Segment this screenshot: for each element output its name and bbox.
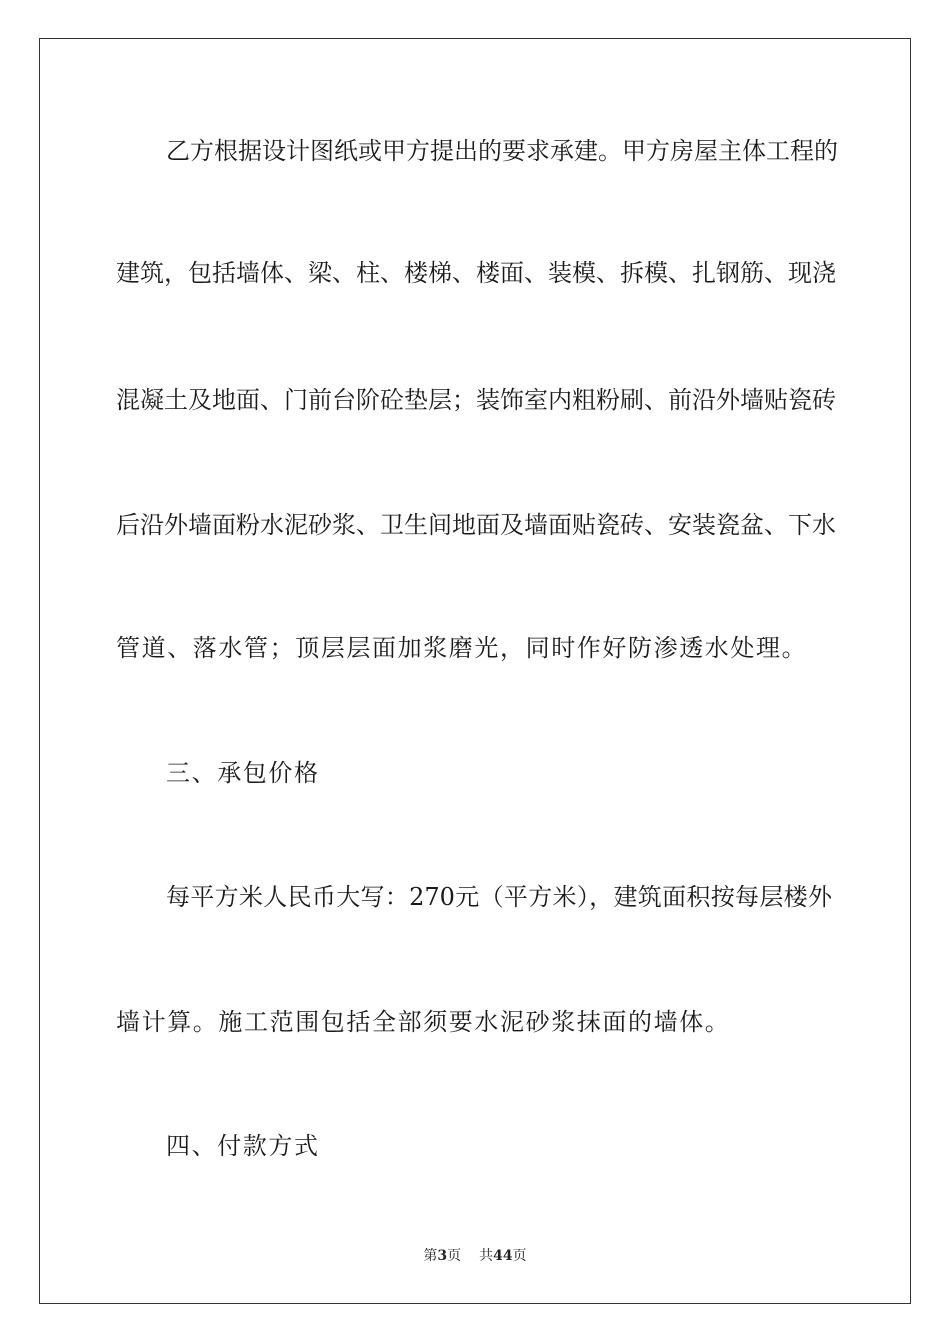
paragraph-line: 后沿外墙面粉水泥砂浆、卫生间地面及墙面贴瓷砖、安装瓷盆、下水 bbox=[116, 511, 836, 539]
page-prefix: 第 bbox=[423, 1248, 438, 1264]
page-frame bbox=[39, 38, 911, 1304]
paragraph-line: 乙方根据设计图纸或甲方提出的要求承建。甲方房屋主体工程的 bbox=[166, 137, 838, 165]
total-suffix: 页 bbox=[512, 1248, 527, 1264]
page-footer bbox=[0, 1246, 950, 1266]
section-heading-pricing: 三、承包价格 bbox=[166, 759, 320, 787]
page-suffix: 页 bbox=[447, 1248, 462, 1264]
paragraph-line: 建筑，包括墙体、梁、柱、楼梯、楼面、装模、拆模、扎钢筋、现浇 bbox=[116, 259, 836, 287]
section-heading-payment: 四、付款方式 bbox=[166, 1132, 320, 1160]
page-total: 44 bbox=[493, 1248, 513, 1264]
page-current: 3 bbox=[437, 1248, 448, 1264]
paragraph-line: 每平方米人民币大写：270元（平方米），建筑面积按每层楼外 bbox=[166, 883, 832, 911]
paragraph-line: 混凝土及地面、门前台阶砼垫层；装饰室内粗粉刷、前沿外墙贴瓷砖 bbox=[116, 386, 836, 414]
paragraph-line: 墙计算。施工范围包括全部须要水泥砂浆抹面的墙体。 bbox=[116, 1008, 731, 1036]
total-prefix: 共 bbox=[479, 1248, 494, 1264]
paragraph-line: 管道、落水管；顶层层面加浆磨光，同时作好防渗透水处理。 bbox=[116, 634, 808, 662]
